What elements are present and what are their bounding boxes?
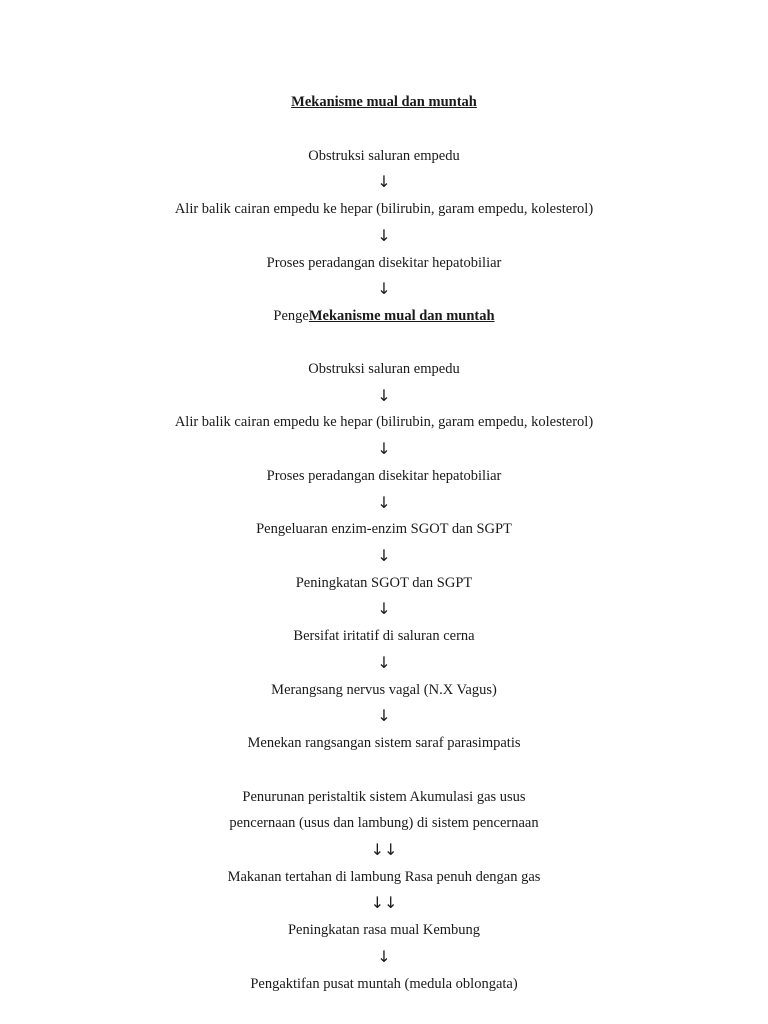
down-arrow-icon: ↓ [377, 279, 391, 298]
down-arrow-icon: ↓ [377, 493, 391, 512]
document-title: Mekanisme mual dan muntah [291, 94, 477, 110]
down-arrow-icon: ↓ [377, 172, 391, 191]
down-arrow-icon: ↓ [377, 653, 391, 672]
down-arrow-icon: ↓ [377, 546, 391, 565]
flow-step-prefix: Penge [273, 308, 309, 324]
down-arrow-icon: ↓ [377, 386, 391, 405]
down-arrow-icon: ↓ [377, 439, 391, 458]
down-arrow-icon: ↓ [377, 599, 391, 618]
flow-step: Proses peradangan disekitar hepatobiliar [266, 255, 502, 271]
flow-step: Bersifat iritatif di saluran cerna [293, 628, 475, 644]
flow-step: pencernaan (usus dan lambung) di sistem pencernaan [229, 815, 539, 831]
repeated-title: Mekanisme mual dan muntah [308, 308, 495, 324]
flow-step: Menekan rangsangan sistem saraf parasimpatis [247, 735, 521, 751]
down-arrow-icon: ↓ [377, 706, 391, 725]
flow-step-overlap [0, 306, 768, 326]
flow-step: Penurunan peristaltik sistem Akumulasi gas usus [242, 789, 526, 805]
down-arrow-icon: ↓ [377, 226, 391, 245]
flow-step: Proses peradangan disekitar hepatobiliar [266, 468, 502, 484]
flow-step: Pengeluaran enzim-enzim SGOT dan SGPT [256, 521, 512, 537]
flow-step: Makanan tertahan di lambung Rasa penuh dengan gas [227, 869, 541, 885]
flow-step: Pengaktifan pusat muntah (medula oblongata) [250, 976, 518, 992]
double-down-arrow-icon: ↓↓ [370, 893, 398, 912]
flow-step: Obstruksi saluran empedu [308, 148, 460, 164]
flow-step: Alir balik cairan empedu ke hepar (bilirubin, garam empedu, kolesterol) [174, 201, 594, 217]
double-down-arrow-icon: ↓↓ [370, 840, 398, 859]
flow-step: Peningkatan rasa mual Kembung [287, 922, 481, 938]
down-arrow-icon: ↓ [377, 947, 391, 966]
flow-step: Merangsang nervus vagal (N.X Vagus) [271, 682, 497, 698]
flow-step: Peningkatan SGOT dan SGPT [295, 575, 473, 591]
flow-step: Alir balik cairan empedu ke hepar (bilirubin, garam empedu, kolesterol) [174, 414, 594, 430]
flow-step: Obstruksi saluran empedu [308, 361, 460, 377]
